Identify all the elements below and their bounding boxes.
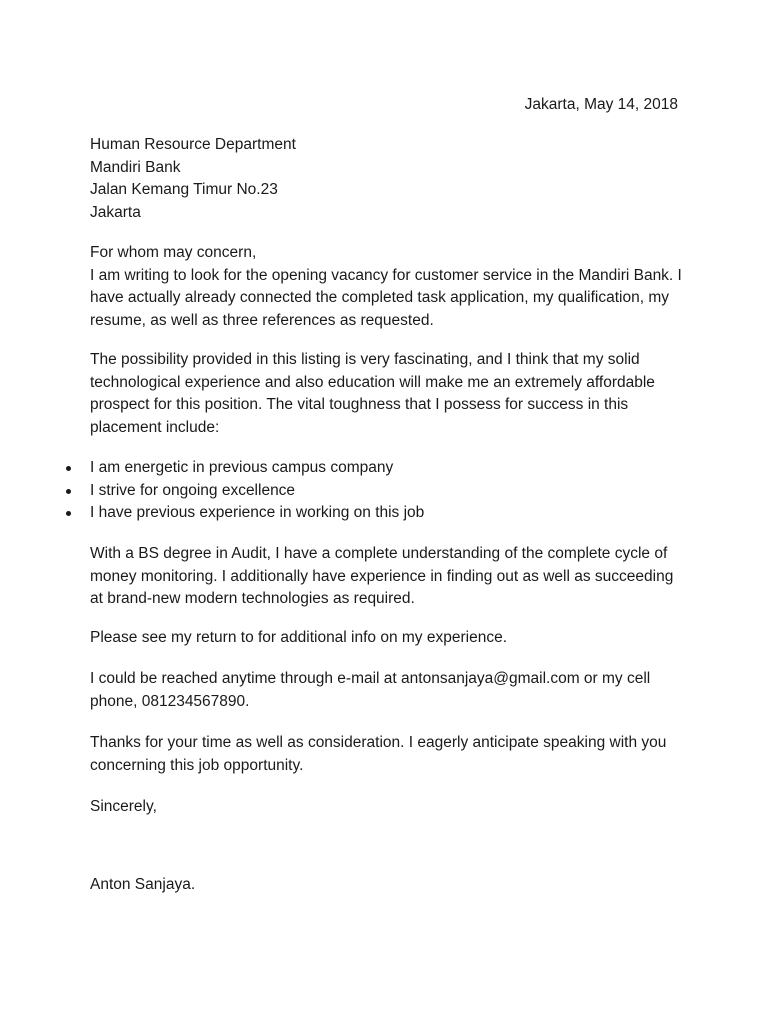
list-item <box>0 480 700 503</box>
paragraph-degree <box>90 543 690 611</box>
recipient-company: Mandiri Bank <box>90 158 181 176</box>
paragraph-thanks-text: Thanks for your time as well as consideration. I eagerly anticipate speaking with you concerning this job opportunity. <box>90 734 667 774</box>
bullet-icon <box>66 511 71 516</box>
list-item-text: I strive for ongoing excellence <box>90 481 296 499</box>
paragraph-thanks <box>90 732 690 777</box>
paragraph-intro: I am writing to look for the opening vacancy for customer service in the Mandiri Bank. I have actually already connected the completed task application, my qualification, my resume, as well as three references as requested. <box>90 266 682 329</box>
paragraph-qualifications <box>90 349 690 439</box>
closing <box>90 796 690 819</box>
bullet-icon <box>66 466 71 471</box>
list-item <box>0 502 700 525</box>
list-item-text: I have previous experience in working on this job <box>90 504 425 521</box>
signature-name: Anton Sanjaya. <box>90 876 196 893</box>
list-item-text: I am energetic in previous campus company <box>90 459 394 476</box>
strengths-list <box>0 457 700 525</box>
opening-section <box>90 242 690 332</box>
recipient-street: Jalan Kemang Timur No.23 <box>90 181 278 198</box>
paragraph-resume-text: Please see my return to for additional info on my experience. <box>90 629 508 646</box>
closing-text: Sincerely, <box>90 798 157 815</box>
signature <box>90 874 690 897</box>
paragraph-qualifications-text: The possibility provided in this listing is very fascinating, and I think that my solid technological experience and also education will make me an extremely affordable prospect for this position. The vital toughness that I possess for success in this placement include: <box>90 351 655 436</box>
place-date: Jakarta, May 14, 2018 <box>524 96 678 113</box>
recipient-city: Jakarta <box>90 203 141 221</box>
paragraph-degree-text: With a BS degree in Audit, I have a complete understanding of the complete cycle of money monitoring. I additionally have experience in finding out as well as succeeding at brand-new modern technologies as required. <box>90 545 674 607</box>
paragraph-resume <box>90 627 690 650</box>
paragraph-contact <box>90 668 690 713</box>
greeting: For whom may concern, <box>90 244 257 261</box>
paragraph-contact-text: I could be reached anytime through e-mail at antonsanjaya@gmail.com or my cell phone, 081234567890. <box>90 670 651 710</box>
recipient-address <box>90 134 296 224</box>
bullet-icon <box>66 489 71 494</box>
recipient-department: Human Resource Department <box>90 136 296 153</box>
list-item <box>0 457 700 480</box>
